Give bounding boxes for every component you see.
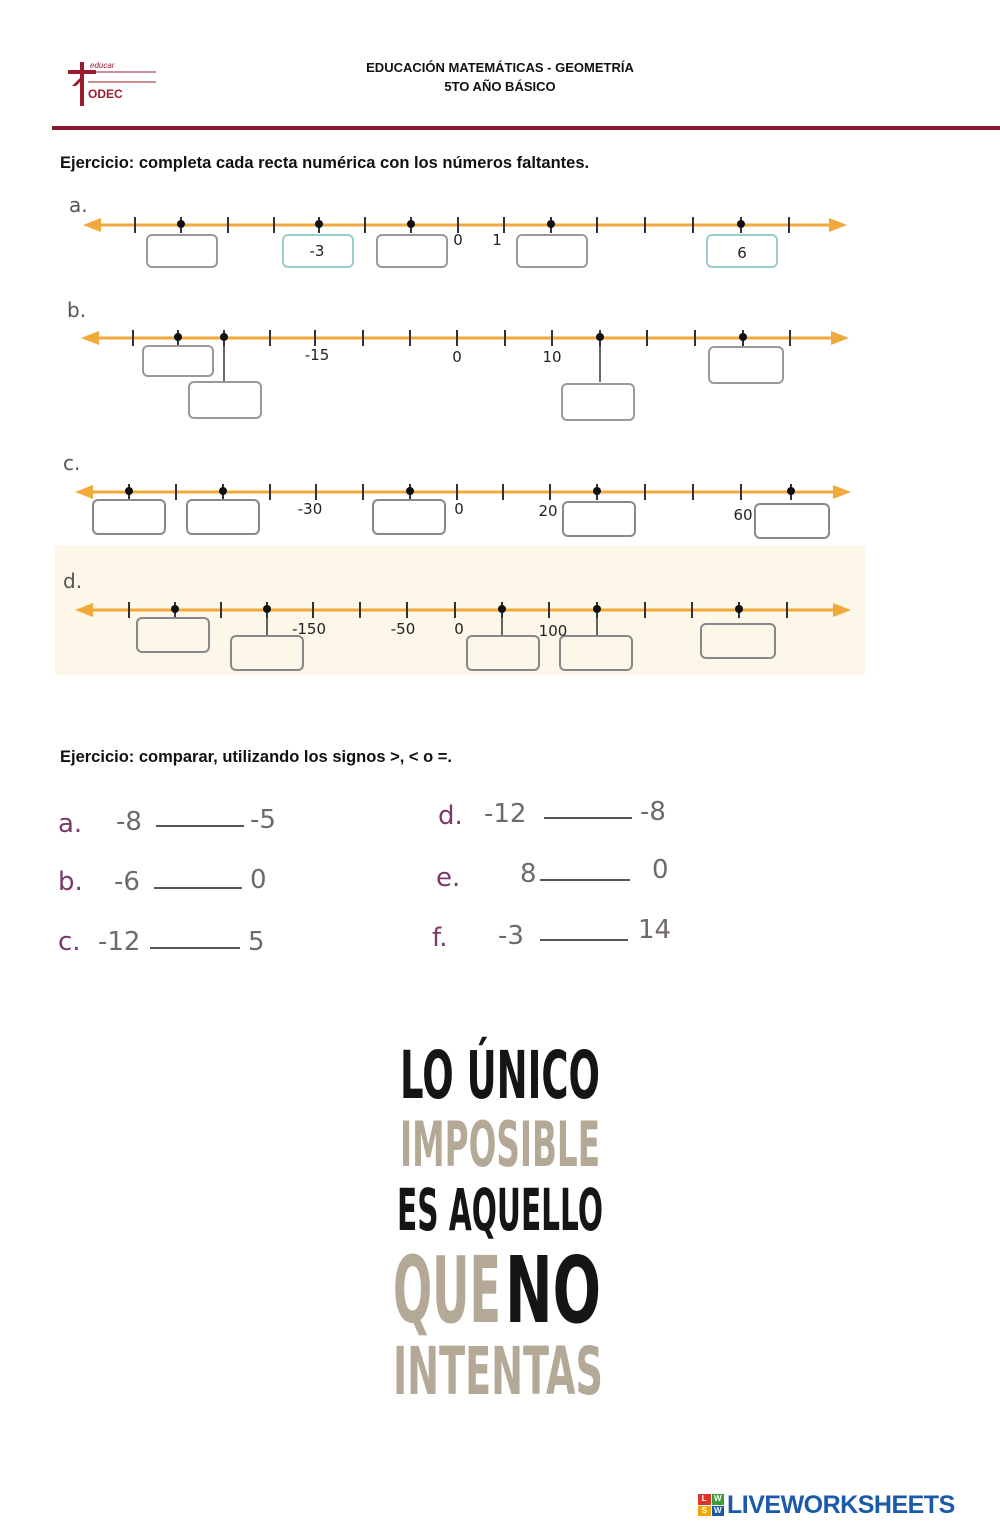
compare-b-letter: b. [58, 867, 83, 897]
page-subtitle: 5TO AÑO BÁSICO [444, 79, 556, 94]
svg-text:0: 0 [454, 620, 464, 638]
svg-text:-3: -3 [498, 921, 524, 951]
poster-line5: INTENTAS [393, 1333, 603, 1405]
poster-line2: IMPOSIBLE [400, 1108, 600, 1181]
svg-text:0: 0 [453, 231, 463, 249]
svg-text:-8: -8 [116, 807, 142, 837]
page-title: EDUCACIÓN MATEMÁTICAS - GEOMETRÍA [366, 60, 634, 75]
svg-text:60: 60 [733, 506, 753, 524]
svg-text:100: 100 [538, 622, 568, 640]
exercise2-instruction: Ejercicio: comparar, utilizando los signos >, < o =. [60, 748, 452, 766]
compare-e-letter: e. [436, 863, 461, 893]
svg-text:6: 6 [737, 244, 747, 262]
compare-f-letter: f. [432, 923, 448, 953]
compare-d-letter: d. [438, 801, 463, 831]
motivational-poster [385, 1030, 615, 1405]
svg-text:0: 0 [250, 865, 267, 895]
comparison-exercises [50, 790, 700, 965]
svg-text:-8: -8 [640, 797, 666, 827]
svg-text:1: 1 [492, 231, 502, 249]
compare-c-letter: c. [58, 927, 81, 957]
svg-text:0: 0 [452, 348, 462, 366]
line-d-letter: d. [63, 569, 83, 593]
svg-text:8: 8 [520, 859, 537, 889]
svg-text:5: 5 [248, 927, 265, 957]
poster-line3: ES AQUELLO [397, 1176, 603, 1244]
svg-text:-12: -12 [98, 927, 141, 957]
svg-text:-6: -6 [114, 867, 140, 897]
svg-text:-12: -12 [484, 799, 527, 829]
poster-line4a: QUE [393, 1237, 501, 1344]
svg-text:-15: -15 [304, 346, 330, 364]
compare-a-letter: a. [58, 809, 83, 839]
svg-text:0: 0 [454, 500, 464, 518]
svg-text:-150: -150 [291, 620, 327, 638]
number-lines [55, 190, 865, 675]
svg-text:0: 0 [652, 855, 669, 885]
svg-text:-50: -50 [390, 620, 416, 638]
exercise1-instruction: Ejercicio: completa cada recta numérica con los números faltantes. [60, 154, 590, 172]
svg-text:20: 20 [538, 502, 558, 520]
number-line-b [67, 298, 849, 420]
number-line-a [69, 193, 847, 267]
svg-text:10: 10 [542, 348, 562, 366]
liveworksheets-icon: L W S W [698, 1494, 724, 1516]
header-divider [52, 126, 1000, 130]
poster-line4b: NO [505, 1237, 601, 1344]
logo-small-text: educar [90, 61, 115, 70]
number-line-c [63, 451, 851, 538]
logo-text: ODEC [88, 87, 123, 101]
line-b-letter: b. [67, 298, 87, 322]
svg-text:-3: -3 [309, 242, 325, 260]
liveworksheets-text: LIVEWORKSHEETS [727, 1490, 955, 1519]
liveworksheets-brand [698, 1490, 998, 1520]
poster-line1: LO ÚNICO [400, 1037, 600, 1114]
line-c-letter: c. [63, 451, 81, 475]
svg-text:-30: -30 [297, 500, 323, 518]
svg-text:14: 14 [638, 915, 672, 945]
svg-text:-5: -5 [250, 805, 276, 835]
line-a-letter: a. [69, 193, 88, 217]
